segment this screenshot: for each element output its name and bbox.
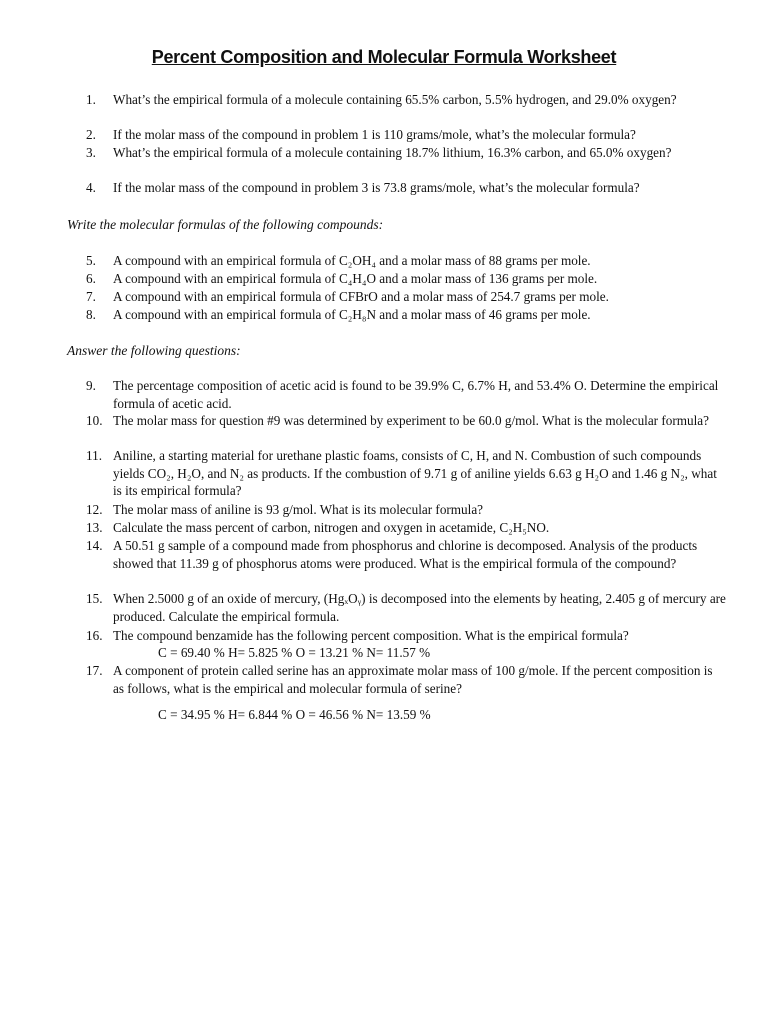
question-number: 4.: [86, 180, 96, 195]
question-text: Calculate the mass percent of carbon, nitrogen and oxygen in acetamide, C₂H₅NO.: [113, 520, 550, 535]
question-9: [86, 377, 726, 412]
question-16: [86, 627, 726, 645]
question-number: 11.: [86, 448, 102, 463]
question-3: [86, 144, 726, 162]
question-13: [86, 519, 726, 537]
question-number: 2.: [86, 127, 96, 142]
question-15: [86, 590, 726, 625]
question-text: A component of protein called serine has an approximate molar mass of 100 g/mole. If the percent composition is as follows, what is the empirical and molecular formula of serine?: [113, 663, 713, 696]
question-text: The molar mass of aniline is 93 g/mol. What is its molecular formula?: [113, 502, 484, 517]
question-11: [86, 447, 726, 500]
question-number: 16.: [86, 628, 103, 643]
question-text: A compound with an empirical formula of CFBrO and a molar mass of 254.7 grams per mole.: [113, 289, 609, 304]
question-6: [86, 270, 726, 288]
question-number: 3.: [86, 145, 96, 160]
question-text: If the molar mass of the compound in problem 1 is 110 grams/mole, what’s the molecular formula?: [113, 127, 636, 142]
question-8: [86, 306, 726, 324]
benzamide-composition: C = 69.40 % H= 5.825 % O = 13.21 % N= 11.57 %: [158, 645, 431, 660]
question-number: 5.: [86, 253, 96, 268]
question-text: When 2.5000 g of an oxide of mercury, (HgₓOᵧ) is decomposed into the elements by heating, 2.405 g of mercury are produced. Calculate the empirical formula.: [113, 591, 726, 624]
instruction-molecular: Write the molecular formulas of the following compounds:: [67, 217, 384, 232]
question-text: The compound benzamide has the following percent composition. What is the empirical formula?: [113, 628, 629, 643]
question-number: 8.: [86, 307, 96, 322]
page-title: Percent Composition and Molecular Formula Worksheet: [151, 47, 617, 67]
question-text: The percentage composition of acetic acid is found to be 39.9% C, 6.7% H, and 53.4% O. Determine the empirical formula of acetic acid.: [113, 378, 719, 411]
question-text: What’s the empirical formula of a molecule containing 65.5% carbon, 5.5% hydrogen, and 29.0% oxygen?: [113, 92, 677, 107]
question-12: [86, 501, 726, 519]
question-text: What’s the empirical formula of a molecule containing 18.7% lithium, 16.3% carbon, and 65.0% oxygen?: [113, 145, 672, 160]
question-text: A compound with an empirical formula of C₂OH₄ and a molar mass of 88 grams per mole.: [113, 253, 591, 268]
question-number: 9.: [86, 378, 96, 393]
question-text: A compound with an empirical formula of C₄H₄O and a molar mass of 136 grams per mole.: [113, 271, 598, 286]
question-text: The molar mass for question #9 was determined by experiment to be 60.0 g/mol. What is the molecular formula?: [113, 413, 709, 428]
question-7: [86, 288, 726, 306]
question-1: [86, 91, 726, 109]
instruction-answer: Answer the following questions:: [67, 343, 241, 358]
question-number: 12.: [86, 502, 103, 517]
question-4: [86, 179, 726, 197]
question-10: [86, 412, 726, 430]
question-17: [86, 662, 726, 697]
question-number: 17.: [86, 663, 103, 678]
question-5: [86, 252, 726, 270]
question-number: 6.: [86, 271, 96, 286]
question-number: 7.: [86, 289, 96, 304]
serine-composition: C = 34.95 % H= 6.844 % O = 46.56 % N= 13.59 %: [158, 707, 431, 722]
question-text: A 50.51 g sample of a compound made from phosphorus and chlorine is decomposed. Analysis of the products showed that 11.39 g of phosphorus atoms were produced. What is the empirical formula of the compound?: [113, 538, 698, 571]
question-number: 10.: [86, 413, 103, 428]
question-2: [86, 126, 726, 144]
question-number: 1.: [86, 92, 96, 107]
question-14: [86, 537, 726, 572]
question-text: A compound with an empirical formula of C₂H₈N and a molar mass of 46 grams per mole.: [113, 307, 591, 322]
question-text: If the molar mass of the compound in problem 3 is 73.8 grams/mole, what’s the molecular formula?: [113, 180, 640, 195]
question-number: 15.: [86, 591, 103, 606]
question-number: 14.: [86, 538, 103, 553]
question-text: Aniline, a starting material for urethane plastic foams, consists of C, H, and N. Combustion of such compounds yields CO₂, H₂O, and N₂ as products. If the combustion of 9.71 g of aniline yields 6.63 g H₂O and 1.46 g N₂, what is its empirical formula?: [113, 448, 717, 498]
question-number: 13.: [86, 520, 103, 535]
